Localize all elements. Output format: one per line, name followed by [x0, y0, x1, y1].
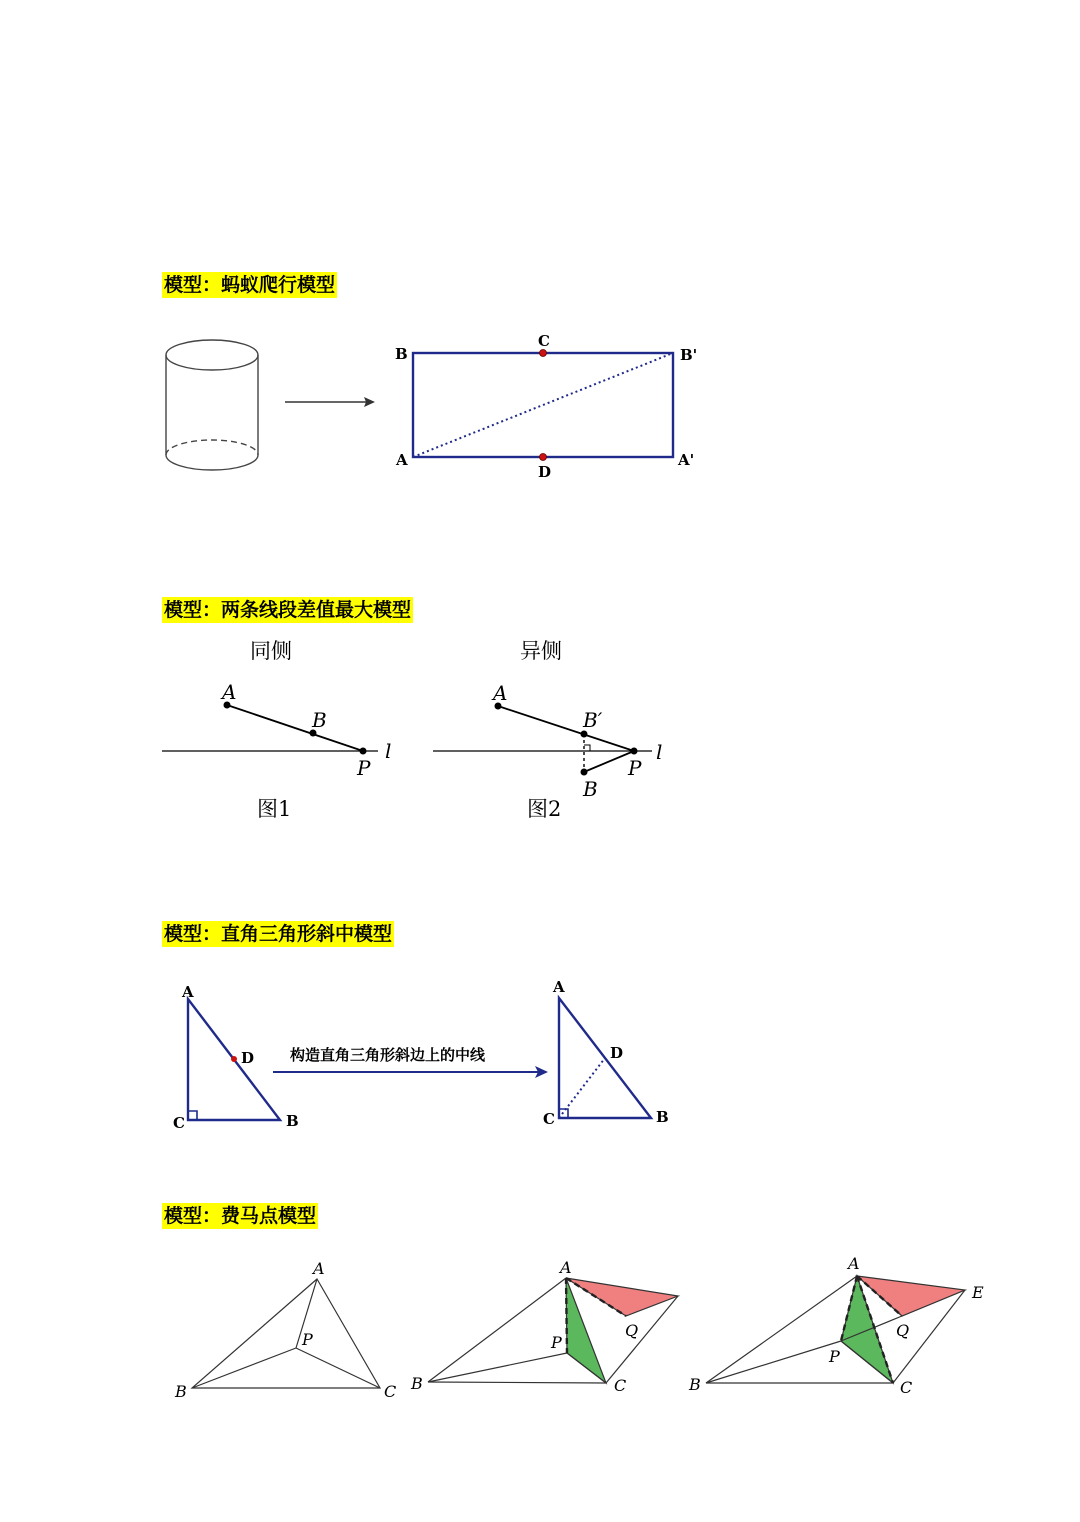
left-label-D: D [241, 1049, 255, 1067]
fig1-label-l: l [385, 739, 392, 763]
fermat2-label-Q: Q [625, 1321, 639, 1340]
fermat-point-diagram [0, 1250, 1080, 1410]
fig1-label-A: A [222, 680, 237, 704]
point-D [540, 454, 547, 461]
fermat3-label-P: P [829, 1347, 840, 1366]
fermat1-label-C: C [384, 1382, 397, 1401]
right-label-C: C [543, 1110, 555, 1128]
fermat2-label-A: A [560, 1258, 572, 1277]
figure-1 [162, 680, 391, 780]
right-label-B: B [656, 1108, 669, 1126]
label-B: B [395, 345, 408, 363]
fermat3-label-E: E [972, 1283, 984, 1302]
ant-crawl-diagram [0, 320, 1080, 500]
fermat1-label-A: A [313, 1259, 325, 1278]
section-heading-fermat: 模型：费马点模型 [164, 1205, 317, 1227]
fermat-figure-3 [706, 1276, 965, 1383]
fig2-label-B: B [583, 777, 598, 801]
fermat2-label-B: B [411, 1374, 423, 1393]
caption-fig1: 图1 [257, 797, 292, 821]
fig1-label-B: B [312, 708, 327, 732]
fermat3-label-C: C [900, 1378, 913, 1397]
label-B-prime: B' [680, 346, 698, 364]
figure-2 [433, 681, 662, 801]
label-A-prime: A' [678, 451, 695, 469]
fermat-figure-1 [192, 1279, 380, 1388]
left-triangle [173, 983, 299, 1132]
point-C [540, 350, 547, 357]
section-heading-max-difference: 模型：两条线段差值最大模型 [164, 599, 412, 621]
left-label-A: A [182, 983, 194, 1001]
fermat3-label-Q: Q [896, 1321, 910, 1340]
right-triangle-median-diagram [0, 975, 1080, 1135]
construct-arrow-text: 构造直角三角形斜边上的中线 [290, 1046, 486, 1064]
right-label-D: D [610, 1044, 624, 1062]
diagonal-path [413, 353, 673, 457]
fermat2-label-C: C [614, 1376, 627, 1395]
fermat-figure-2 [428, 1278, 678, 1383]
construct-arrow [273, 1066, 548, 1078]
fig2-label-A: A [493, 681, 508, 705]
section-heading-right-triangle: 模型：直角三角形斜中模型 [164, 923, 393, 945]
fermat1-label-B: B [175, 1382, 187, 1401]
caption-same-side: 同侧 [250, 639, 292, 663]
left-label-C: C [173, 1114, 185, 1132]
unfold-arrow [285, 397, 375, 407]
max-difference-diagram [0, 630, 1080, 830]
caption-opposite-side: 异侧 [520, 639, 562, 663]
right-triangle-with-median [543, 978, 669, 1128]
section-heading-ant: 模型：蚂蚁爬行模型 [164, 274, 336, 296]
fig2-label-P: P [628, 756, 642, 780]
fig2-label-l: l [656, 740, 663, 764]
fermat2-label-P: P [551, 1333, 562, 1352]
caption-fig2: 图2 [527, 797, 562, 821]
fermat3-label-A: A [848, 1254, 860, 1273]
left-label-B: B [286, 1112, 299, 1130]
label-A: A [396, 451, 408, 469]
fermat1-label-P: P [302, 1330, 313, 1349]
right-label-A: A [553, 978, 565, 996]
label-C: C [538, 332, 550, 350]
fermat3-label-B: B [689, 1375, 701, 1394]
fig1-label-P: P [357, 756, 371, 780]
cylinder [166, 340, 258, 470]
fig2-label-B-prime: B′ [583, 708, 603, 732]
label-D: D [538, 463, 552, 481]
